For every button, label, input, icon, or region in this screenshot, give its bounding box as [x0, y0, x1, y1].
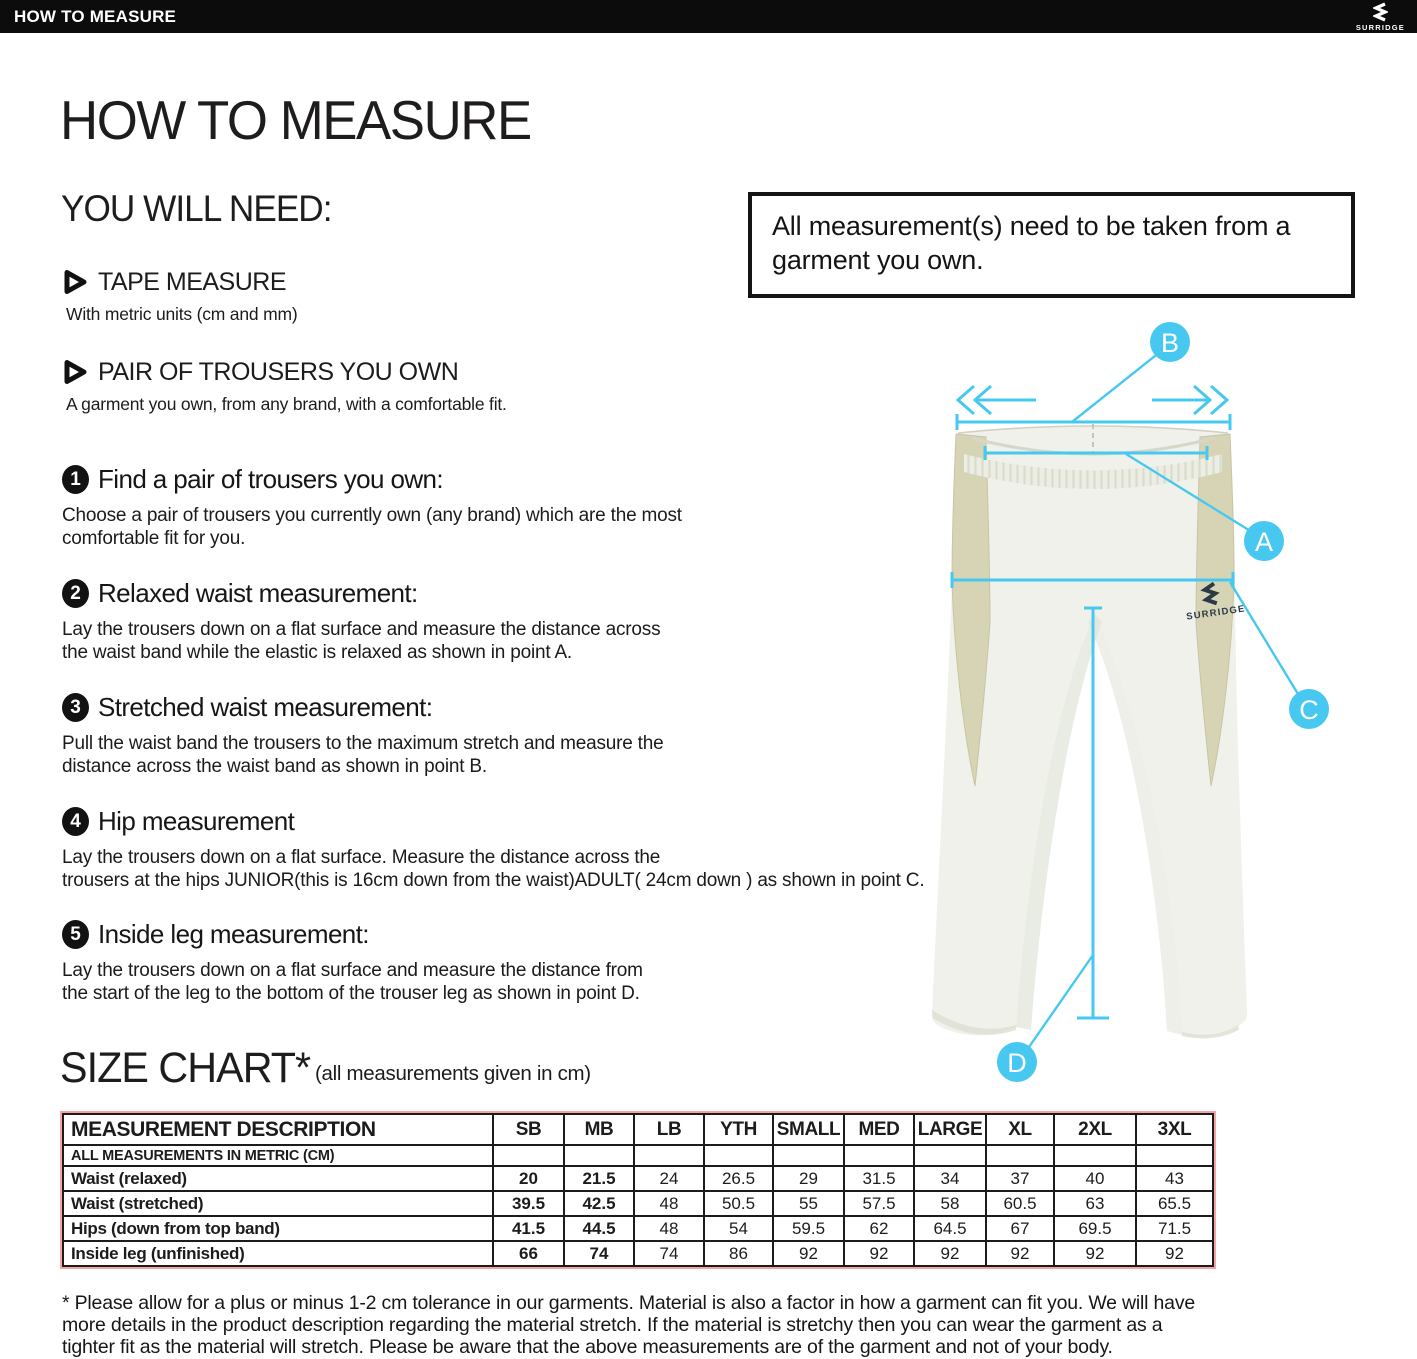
need-item-title: TAPE MEASURE: [98, 268, 287, 296]
step-5: [62, 919, 1022, 1005]
size-chart-heading: SIZE CHART*: [60, 1044, 311, 1092]
surridge-s-icon: [1373, 2, 1388, 22]
tolerance-footnote: * Please allow for a plus or minus 1-2 cm tolerance in our garments. Material is also a factor in how a garment can fit you. We will have more details in the product description regarding the material stretch. If the material is stretchy then you can wear the garment as a tighter fit as the material will stretch. Please be aware that the above measurements are of the garment and not of your body.: [62, 1292, 1196, 1358]
step-number-badge: 5: [62, 920, 89, 949]
triangle-bullet-icon: [62, 269, 89, 295]
need-item-desc: With metric units (cm and mm): [66, 304, 298, 324]
step-number-badge: 1: [62, 465, 89, 494]
step-title: Stretched waist measurement:: [98, 692, 433, 722]
step-number-badge: 4: [62, 807, 89, 836]
step-title: Relaxed waist measurement:: [98, 578, 418, 608]
table-row: Waist (stretched) 39.5 42.5 48 50.5 55 57.5 58 60.5 63 65.5: [63, 1191, 1213, 1216]
step-body: Lay the trousers down on a flat surface. Measure the distance across the trousers at the hips JUNIOR(this is 16cm down from the waist)ADULT( 24cm down ) as shown in point C.: [62, 847, 925, 891]
need-item-trousers: [62, 358, 507, 415]
page-title: HOW TO MEASURE: [60, 89, 531, 151]
marker-c-label: C: [1299, 695, 1319, 725]
top-bar: [0, 0, 1417, 33]
garment-brand-text: SURRIDGE: [1185, 603, 1247, 623]
need-item-tape-measure: [62, 268, 297, 325]
marker-b-label: B: [1160, 328, 1180, 358]
step-body: Lay the trousers down on a flat surface and measure the distance from the start of the leg to the bottom of the trouser leg as shown in point D.: [62, 960, 643, 1004]
step-1: [62, 464, 1022, 550]
topbar-title: HOW TO MEASURE: [14, 6, 177, 26]
trousers-illustration: [932, 424, 1248, 1038]
size-chart-note: (all measurements given in cm): [315, 1062, 591, 1085]
marker-d-label: D: [1007, 1048, 1027, 1078]
step-number-badge: 2: [62, 579, 89, 608]
marker-a-label: A: [1254, 527, 1274, 557]
step-number-badge: 3: [62, 693, 89, 722]
table-subheader-row: ALL MEASUREMENTS IN METRIC (CM): [63, 1145, 1213, 1166]
step-title: Hip measurement: [98, 806, 295, 836]
step-body: Lay the trousers down on a flat surface and measure the distance across the waist band while the elastic is relaxed as shown in point A.: [62, 619, 661, 663]
step-4: [62, 806, 1022, 892]
step-title: Find a pair of trousers you own:: [98, 464, 443, 494]
surridge-logo: [1356, 2, 1405, 32]
size-chart-table: [62, 1113, 1214, 1267]
step-2: [62, 578, 1022, 664]
trousers-measurement-diagram: [930, 320, 1370, 1110]
step-3: [62, 692, 1022, 778]
step-body: Pull the waist band the trousers to the maximum stretch and measure the distance across the waist band as shown in point B.: [62, 733, 664, 777]
need-item-title: PAIR OF TROUSERS YOU OWN: [98, 358, 459, 386]
step-title: Inside leg measurement:: [98, 919, 369, 949]
surridge-brand-text: SURRIDGE: [1355, 23, 1405, 32]
table-row: Inside leg (unfinished) 66 74 74 86 92 92 92 92 92 92: [63, 1241, 1213, 1266]
step-body: Choose a pair of trousers you currently own (any brand) which are the most comfortable fit for you.: [62, 505, 682, 549]
measurement-note-box: All measurement(s) need to be taken from a garment you own.: [748, 192, 1355, 298]
table-row: Waist (relaxed) 20 21.5 24 26.5 29 31.5 34 37 40 43: [63, 1166, 1213, 1191]
triangle-bullet-icon: [62, 359, 89, 385]
need-item-desc: A garment you own, from any brand, with a comfortable fit.: [66, 394, 507, 414]
table-header-row: MEASUREMENT DESCRIPTION SB MB LB YTH SMALL MED LARGE XL 2XL 3XL: [63, 1114, 1213, 1145]
you-will-need-heading: YOU WILL NEED:: [61, 188, 332, 229]
table-row: Hips (down from top band) 41.5 44.5 48 54 59.5 62 64.5 67 69.5 71.5: [63, 1216, 1213, 1241]
